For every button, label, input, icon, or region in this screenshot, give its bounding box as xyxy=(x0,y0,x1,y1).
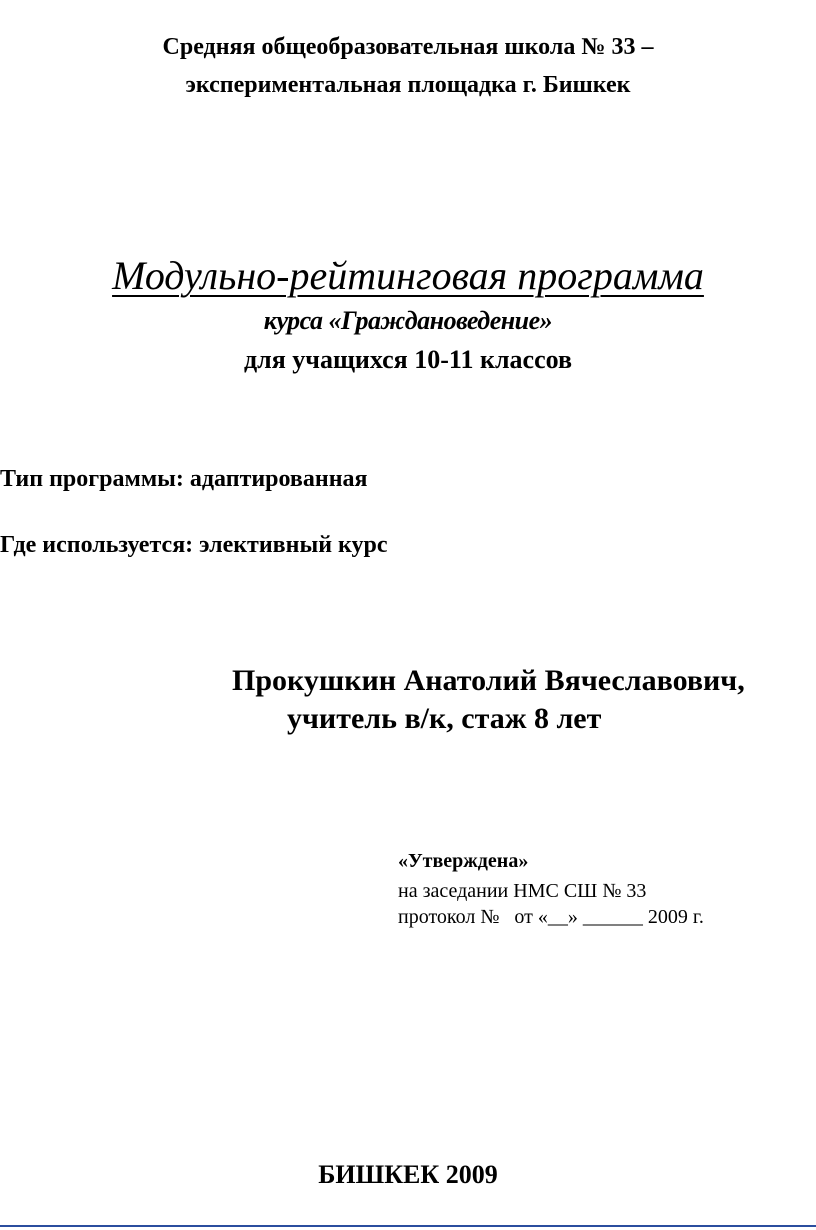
footer-city-year: БИШКЕК 2009 xyxy=(318,1160,498,1189)
program-title: Модульно-рейтинговая программа xyxy=(112,253,704,298)
course-name: курса «Граждановедение» xyxy=(263,306,553,335)
school-name-line-1: Средняя общеобразовательная школа № 33 – xyxy=(162,34,654,60)
author-info: учитель в/к, стаж 8 лет xyxy=(287,702,602,735)
school-name-line-2: экспериментальная площадка г. Бишкек xyxy=(185,72,631,98)
approval-title: «Утверждена» xyxy=(398,850,529,872)
approval-meeting: на заседании НМС СШ № 33 xyxy=(398,880,647,902)
usage-line: Где используется: элективный курс xyxy=(0,532,388,558)
bottom-rule-divider xyxy=(0,1225,816,1227)
target-grades: для учащихся 10-11 классов xyxy=(243,345,573,374)
approval-protocol: протокол № от «__» ______ 2009 г. xyxy=(398,906,704,928)
author-name: Прокушкин Анатолий Вячеславович, xyxy=(232,664,745,697)
program-type-line: Тип программы: адаптированная xyxy=(0,466,368,492)
